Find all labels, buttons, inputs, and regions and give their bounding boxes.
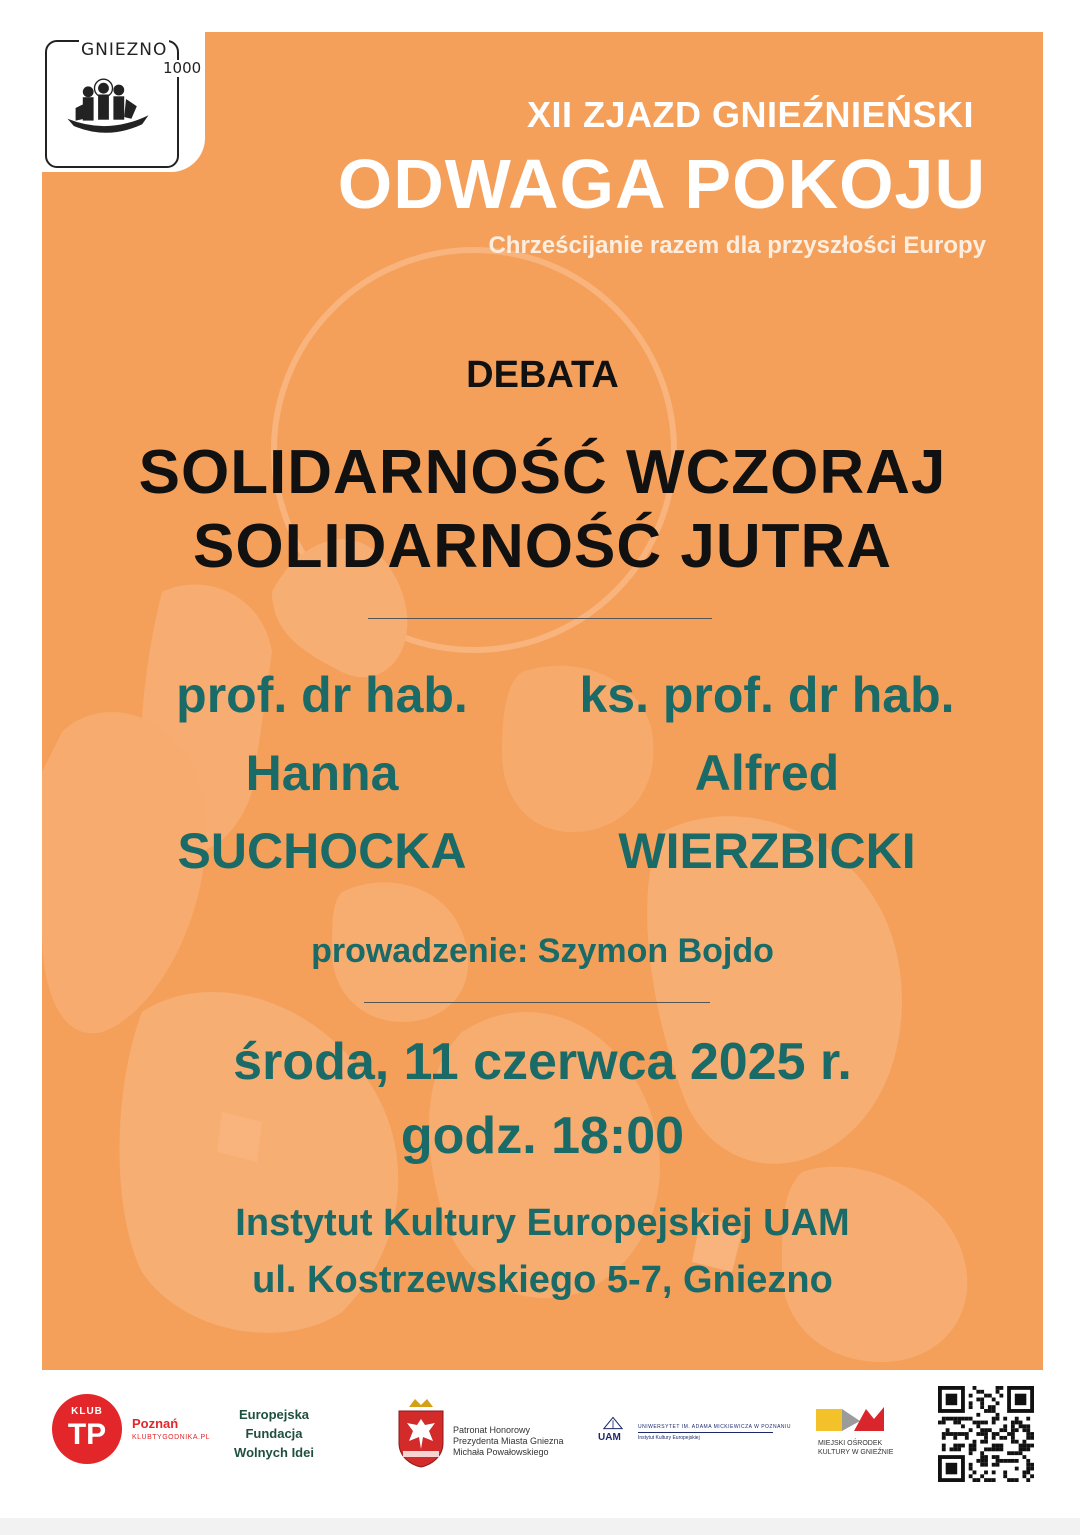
patron-line-2: Prezydenta Miasta Gniezna	[453, 1436, 564, 1446]
mok-text	[818, 1439, 908, 1457]
qr-code-icon[interactable]	[938, 1386, 1034, 1482]
event-time: godz. 18:00	[400, 1107, 685, 1165]
efwi-line-2: Fundacja	[245, 1426, 303, 1441]
sponsor-klub-tp	[52, 1392, 212, 1472]
efwi-line-1: Europejska	[238, 1407, 310, 1422]
divider-top	[368, 618, 712, 619]
speaker-first-name: Alfred	[694, 745, 840, 801]
honorary-patronage	[453, 1425, 583, 1458]
speaker-last-name: WIERZBICKI	[618, 823, 916, 879]
moderator: prowadzenie: Szymon Bojdo	[311, 932, 774, 970]
congress-name: XII ZJAZD GNIEŹNIEŃSKI	[526, 94, 974, 135]
speaker-suchocka	[132, 656, 512, 890]
bottom-strip	[0, 1518, 1080, 1535]
poster	[42, 32, 1043, 1370]
mok-line-1: MIEJSKI OŚRODEK	[818, 1440, 883, 1447]
uam-mark: UAM	[598, 1432, 621, 1443]
venue-name: Instytut Kultury Europejskiej UAM	[235, 1202, 850, 1244]
speaker-wierzbicki	[542, 656, 992, 890]
efwi-line-3: Wolnych Idei	[234, 1445, 314, 1460]
speaker-last-name: SUCHOCKA	[177, 823, 467, 879]
speaker-title: prof. dr hab.	[176, 667, 468, 723]
mok-logo-icon	[816, 1405, 888, 1435]
mok-line-2: KULTURY W GNIEŹNIE	[818, 1449, 894, 1456]
congress-theme: ODWAGA POKOJU	[337, 145, 986, 223]
uam-name: UNIWERSYTET IM. ADAMA MICKIEWICZA W POZNANIU	[638, 1424, 792, 1430]
klub-tp-url: KLUBTYGODNIKA.PL	[132, 1434, 211, 1441]
venue-address: ul. Kostrzewskiego 5-7, Gniezno	[252, 1259, 833, 1301]
logo-word: GNIEZNO	[81, 40, 168, 60]
klub-tp-city: Poznań	[132, 1416, 179, 1431]
event-date: środa, 11 czerwca 2025 r.	[233, 1033, 852, 1091]
klub-tp-letters: TP	[67, 1418, 107, 1451]
logo-number: 1000	[163, 59, 202, 77]
event-type: DEBATA	[466, 354, 619, 396]
speaker-first-name: Hanna	[245, 745, 399, 801]
klub-tp-klub: KLUB	[71, 1406, 103, 1417]
congress-subtitle: Chrześcijanie razem dla przyszłości Europy	[488, 232, 986, 259]
sponsor-uam	[598, 1416, 798, 1456]
sponsor-mok	[816, 1405, 896, 1465]
gniezno-crest-icon	[395, 1397, 447, 1469]
sponsor-efwi	[222, 1405, 326, 1462]
patron-line-3: Michała Powałowskiego	[453, 1447, 549, 1457]
uam-institute: Instytut Kultury Europejskiej	[638, 1435, 700, 1441]
uam-emblem-icon	[600, 1416, 626, 1430]
divider-bottom	[364, 1002, 710, 1003]
patron-line-1: Patronat Honorowy	[453, 1425, 531, 1435]
klub-tp-logo	[52, 1394, 122, 1464]
event-title-line-2: SOLIDARNOŚĆ JUTRA	[192, 512, 893, 581]
speaker-title: ks. prof. dr hab.	[579, 667, 955, 723]
uam-divider	[638, 1432, 773, 1433]
event-title-line-1: SOLIDARNOŚĆ WCZORAJ	[138, 438, 947, 507]
